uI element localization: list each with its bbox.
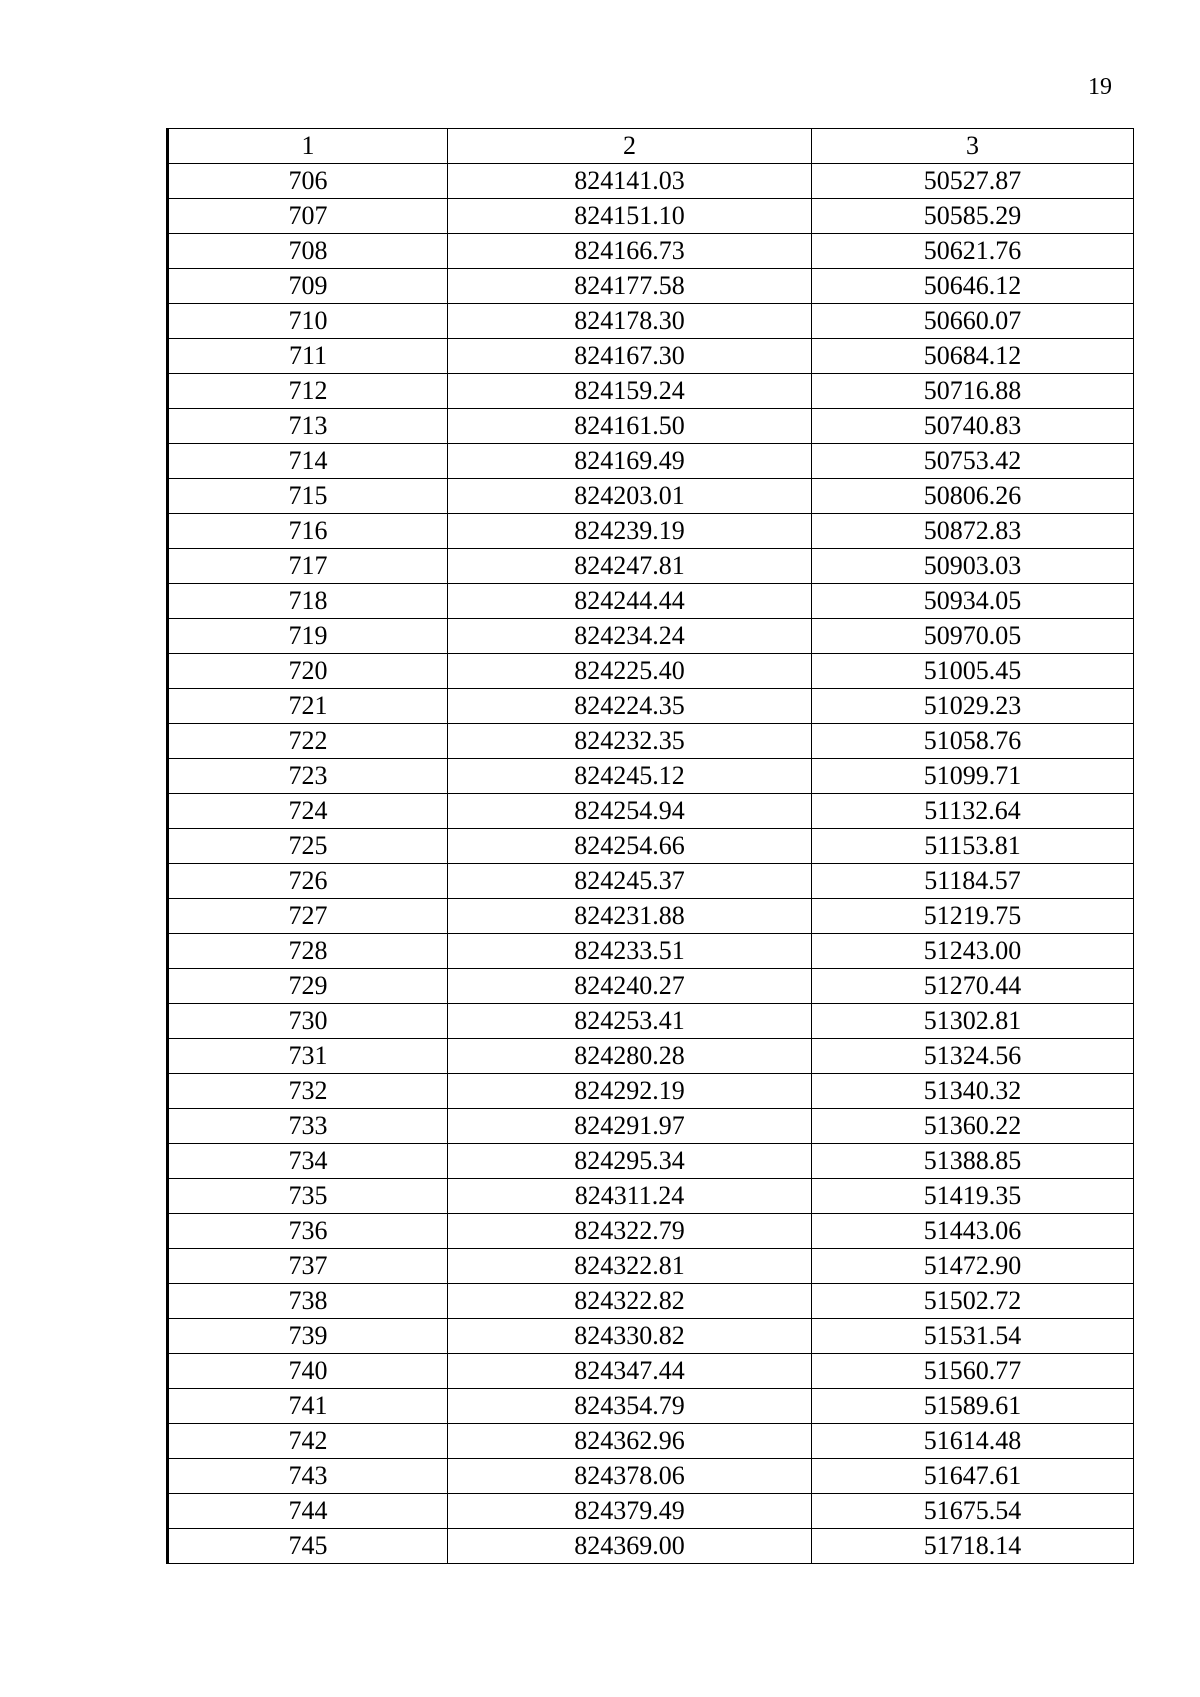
table-row <box>168 514 1134 549</box>
table-row <box>168 304 1134 339</box>
table-cell-col-2: 824322.79 <box>448 1214 812 1249</box>
table-row <box>168 1249 1134 1284</box>
table-row <box>168 339 1134 374</box>
table-cell-col-1: 711 <box>168 339 448 374</box>
column-header-1: 1 <box>168 129 448 164</box>
table-cell-col-1: 737 <box>168 1249 448 1284</box>
table-cell-col-2: 824169.49 <box>448 444 812 479</box>
table-row <box>168 1179 1134 1214</box>
table-cell-col-3: 51058.76 <box>812 724 1134 759</box>
table-cell-col-3: 51718.14 <box>812 1529 1134 1564</box>
table-row <box>168 479 1134 514</box>
table-row <box>168 584 1134 619</box>
table-cell-col-2: 824232.35 <box>448 724 812 759</box>
column-header-2: 2 <box>448 129 812 164</box>
table-row <box>168 724 1134 759</box>
table-cell-col-3: 50872.83 <box>812 514 1134 549</box>
table-cell-col-2: 824292.19 <box>448 1074 812 1109</box>
table-cell-col-3: 51340.32 <box>812 1074 1134 1109</box>
table-cell-col-1: 719 <box>168 619 448 654</box>
table-cell-col-3: 50806.26 <box>812 479 1134 514</box>
table-cell-col-2: 824203.01 <box>448 479 812 514</box>
table-row <box>168 969 1134 1004</box>
table-cell-col-1: 716 <box>168 514 448 549</box>
table-cell-col-3: 50684.12 <box>812 339 1134 374</box>
table-cell-col-2: 824224.35 <box>448 689 812 724</box>
table-cell-col-3: 51614.48 <box>812 1424 1134 1459</box>
table-cell-col-2: 824244.44 <box>448 584 812 619</box>
table-row <box>168 864 1134 899</box>
table-cell-col-3: 50585.29 <box>812 199 1134 234</box>
table-cell-col-3: 50621.76 <box>812 234 1134 269</box>
table-row <box>168 619 1134 654</box>
table-row <box>168 1354 1134 1389</box>
table-cell-col-1: 712 <box>168 374 448 409</box>
table-cell-col-3: 51132.64 <box>812 794 1134 829</box>
table-row <box>168 444 1134 479</box>
table-header <box>168 129 1134 164</box>
table-cell-col-2: 824254.94 <box>448 794 812 829</box>
table-cell-col-1: 709 <box>168 269 448 304</box>
table-row <box>168 409 1134 444</box>
table-cell-col-2: 824378.06 <box>448 1459 812 1494</box>
table-cell-col-3: 50716.88 <box>812 374 1134 409</box>
page-number: 19 <box>1088 74 1112 100</box>
table-cell-col-1: 728 <box>168 934 448 969</box>
table-cell-col-2: 824280.28 <box>448 1039 812 1074</box>
table-cell-col-2: 824347.44 <box>448 1354 812 1389</box>
table-cell-col-1: 721 <box>168 689 448 724</box>
table-cell-col-1: 708 <box>168 234 448 269</box>
table-cell-col-1: 706 <box>168 164 448 199</box>
table-row <box>168 269 1134 304</box>
table-cell-col-2: 824240.27 <box>448 969 812 1004</box>
table-cell-col-1: 729 <box>168 969 448 1004</box>
table-row <box>168 829 1134 864</box>
table-cell-col-1: 743 <box>168 1459 448 1494</box>
table-cell-col-1: 723 <box>168 759 448 794</box>
table-cell-col-3: 51302.81 <box>812 1004 1134 1039</box>
table-cell-col-3: 51005.45 <box>812 654 1134 689</box>
table-row <box>168 689 1134 724</box>
table-cell-col-1: 741 <box>168 1389 448 1424</box>
table-row <box>168 1424 1134 1459</box>
table-row <box>168 1494 1134 1529</box>
table-row <box>168 1074 1134 1109</box>
table-cell-col-3: 50903.03 <box>812 549 1134 584</box>
table-cell-col-2: 824231.88 <box>448 899 812 934</box>
table-cell-col-3: 51388.85 <box>812 1144 1134 1179</box>
table-row <box>168 1284 1134 1319</box>
table-cell-col-1: 707 <box>168 199 448 234</box>
table-cell-col-2: 824253.41 <box>448 1004 812 1039</box>
table-cell-col-2: 824166.73 <box>448 234 812 269</box>
table-row <box>168 1039 1134 1074</box>
table-cell-col-2: 824178.30 <box>448 304 812 339</box>
table-cell-col-3: 51324.56 <box>812 1039 1134 1074</box>
table-cell-col-2: 824354.79 <box>448 1389 812 1424</box>
table-cell-col-1: 718 <box>168 584 448 619</box>
table-cell-col-3: 51029.23 <box>812 689 1134 724</box>
table-cell-col-1: 745 <box>168 1529 448 1564</box>
table-cell-col-1: 736 <box>168 1214 448 1249</box>
table-cell-col-3: 50934.05 <box>812 584 1134 619</box>
table-cell-col-1: 742 <box>168 1424 448 1459</box>
table-cell-col-1: 740 <box>168 1354 448 1389</box>
table-row <box>168 794 1134 829</box>
table-cell-col-2: 824234.24 <box>448 619 812 654</box>
table-cell-col-2: 824167.30 <box>448 339 812 374</box>
table-cell-col-1: 713 <box>168 409 448 444</box>
table-row <box>168 1214 1134 1249</box>
table-cell-col-3: 51502.72 <box>812 1284 1134 1319</box>
table-cell-col-2: 824239.19 <box>448 514 812 549</box>
table-row <box>168 1389 1134 1424</box>
header-row <box>168 129 1134 164</box>
table-cell-col-3: 50660.07 <box>812 304 1134 339</box>
table-cell-col-1: 734 <box>168 1144 448 1179</box>
table-cell-col-2: 824379.49 <box>448 1494 812 1529</box>
table-cell-col-2: 824225.40 <box>448 654 812 689</box>
table-cell-col-2: 824311.24 <box>448 1179 812 1214</box>
table-cell-col-1: 738 <box>168 1284 448 1319</box>
table-cell-col-1: 727 <box>168 899 448 934</box>
table-cell-col-3: 51219.75 <box>812 899 1134 934</box>
table-cell-col-1: 735 <box>168 1179 448 1214</box>
table-cell-col-3: 51647.61 <box>812 1459 1134 1494</box>
table-cell-col-2: 824247.81 <box>448 549 812 584</box>
table-cell-col-1: 717 <box>168 549 448 584</box>
table-cell-col-2: 824322.82 <box>448 1284 812 1319</box>
table-row <box>168 1319 1134 1354</box>
table-cell-col-1: 722 <box>168 724 448 759</box>
table-cell-col-2: 824245.12 <box>448 759 812 794</box>
table-cell-col-3: 51560.77 <box>812 1354 1134 1389</box>
table-cell-col-1: 720 <box>168 654 448 689</box>
table-cell-col-2: 824177.58 <box>448 269 812 304</box>
table-cell-col-3: 50527.87 <box>812 164 1134 199</box>
table-row <box>168 199 1134 234</box>
table-cell-col-2: 824291.97 <box>448 1109 812 1144</box>
table-cell-col-1: 710 <box>168 304 448 339</box>
table-cell-col-3: 51443.06 <box>812 1214 1134 1249</box>
table-cell-col-3: 51472.90 <box>812 1249 1134 1284</box>
table-cell-col-3: 50646.12 <box>812 269 1134 304</box>
table-cell-col-1: 726 <box>168 864 448 899</box>
table-cell-col-3: 51419.35 <box>812 1179 1134 1214</box>
table-cell-col-1: 724 <box>168 794 448 829</box>
table-cell-col-3: 51184.57 <box>812 864 1134 899</box>
table-cell-col-1: 744 <box>168 1494 448 1529</box>
table-row <box>168 1529 1134 1564</box>
table-cell-col-3: 51589.61 <box>812 1389 1134 1424</box>
table-cell-col-2: 824362.96 <box>448 1424 812 1459</box>
table-cell-col-1: 730 <box>168 1004 448 1039</box>
table-cell-col-3: 50970.05 <box>812 619 1134 654</box>
table-row <box>168 234 1134 269</box>
table-cell-col-3: 51675.54 <box>812 1494 1134 1529</box>
table-cell-col-3: 51153.81 <box>812 829 1134 864</box>
table-cell-col-2: 824245.37 <box>448 864 812 899</box>
table-cell-col-2: 824330.82 <box>448 1319 812 1354</box>
table-cell-col-1: 714 <box>168 444 448 479</box>
table-cell-col-2: 824295.34 <box>448 1144 812 1179</box>
table-cell-col-3: 51360.22 <box>812 1109 1134 1144</box>
table-row <box>168 1109 1134 1144</box>
column-header-3: 3 <box>812 129 1134 164</box>
table-row <box>168 759 1134 794</box>
table-cell-col-1: 733 <box>168 1109 448 1144</box>
table-cell-col-1: 725 <box>168 829 448 864</box>
coordinates-table <box>166 128 1134 1564</box>
table-row <box>168 549 1134 584</box>
table-row <box>168 374 1134 409</box>
table-cell-col-1: 739 <box>168 1319 448 1354</box>
table-row <box>168 1004 1134 1039</box>
table-cell-col-3: 51243.00 <box>812 934 1134 969</box>
table-cell-col-3: 51099.71 <box>812 759 1134 794</box>
table-cell-col-3: 50740.83 <box>812 409 1134 444</box>
table-body <box>168 164 1134 1564</box>
table-cell-col-1: 715 <box>168 479 448 514</box>
table-cell-col-2: 824159.24 <box>448 374 812 409</box>
table-cell-col-3: 51270.44 <box>812 969 1134 1004</box>
table-row <box>168 1144 1134 1179</box>
table-cell-col-2: 824233.51 <box>448 934 812 969</box>
table-cell-col-3: 50753.42 <box>812 444 1134 479</box>
table-cell-col-2: 824369.00 <box>448 1529 812 1564</box>
table-cell-col-2: 824151.10 <box>448 199 812 234</box>
table-cell-col-2: 824141.03 <box>448 164 812 199</box>
table-row <box>168 934 1134 969</box>
table-cell-col-1: 732 <box>168 1074 448 1109</box>
table-row <box>168 1459 1134 1494</box>
table-row <box>168 899 1134 934</box>
table-cell-col-3: 51531.54 <box>812 1319 1134 1354</box>
table-row <box>168 654 1134 689</box>
table-cell-col-2: 824322.81 <box>448 1249 812 1284</box>
table-cell-col-1: 731 <box>168 1039 448 1074</box>
table-cell-col-2: 824161.50 <box>448 409 812 444</box>
table-row <box>168 164 1134 199</box>
table-cell-col-2: 824254.66 <box>448 829 812 864</box>
